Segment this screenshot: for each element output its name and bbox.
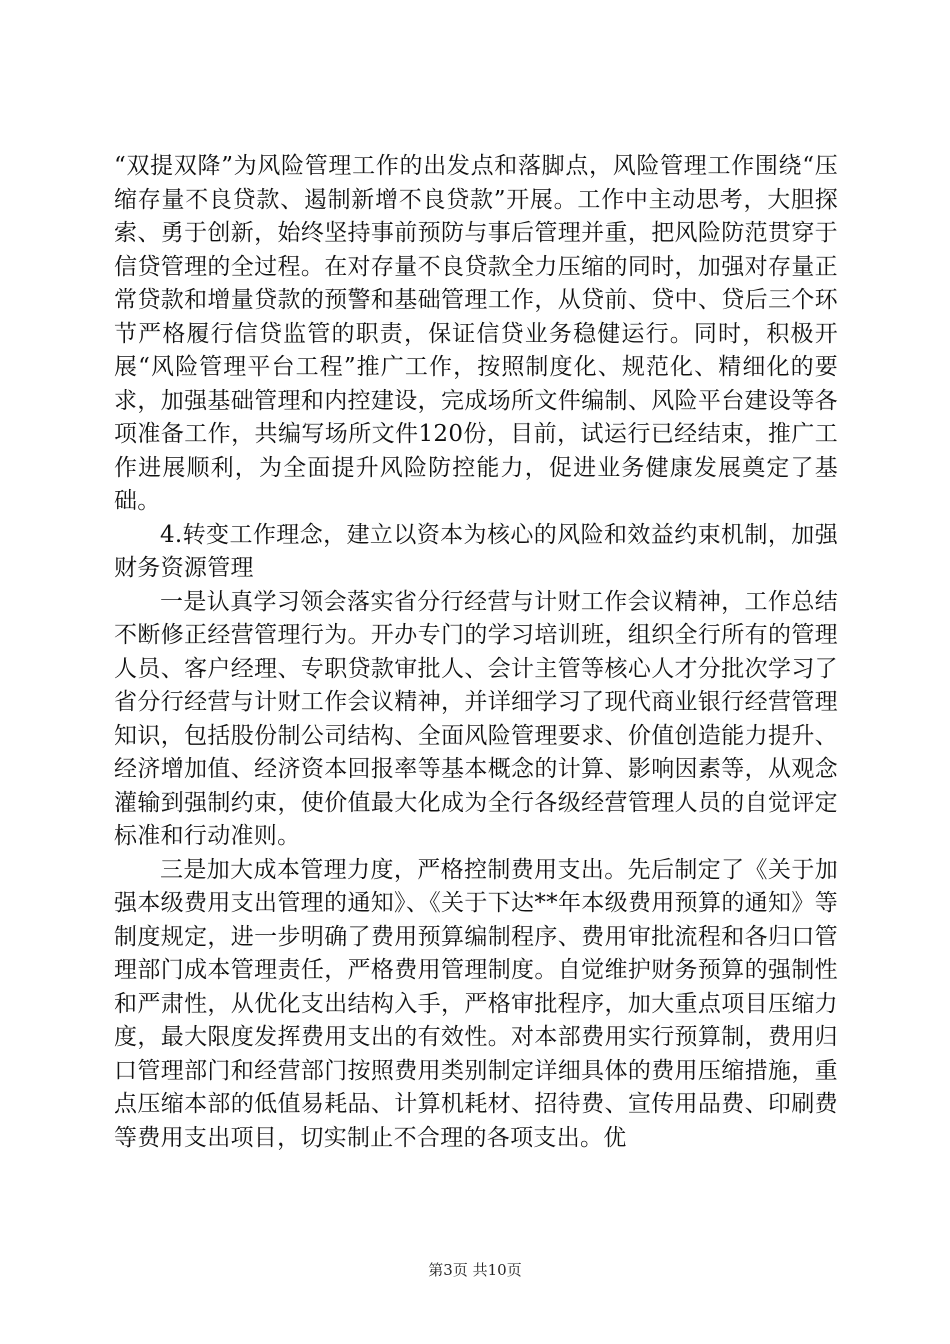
page-number-footer: 第3页 共10页	[428, 1261, 522, 1279]
paragraph-study-meeting: 一是认真学习领会落实省分行经营与计财工作会议精神，工作总结不断修正经营管理行为。开办专门的学习培训班，组织全行所有的管理人员、客户经理、专职贷款审批人、会计主管等核心人才分批次学习了省分行经营与计财工作会议精神，并详细学习了现代商业银行经营管理知识，包括股份制公司结构、全面风险管理要求、价值创造能力提升、经济增加值、经济资本回报率等基本概念的计算、影响因素等，从观念灌输到强制约束，使价值最大化成为全行各级经营管理人员的自觉评定标准和行动准则。	[114, 588, 838, 849]
paragraph-risk-management: “双提双降”为风险管理工作的出发点和落脚点，风险管理工作围绕“压缩存量不良贷款、遏制新增不良贷款”开展。工作中主动思考，大胆探索、勇于创新，始终坚持事前预防与事后管理并重，把风险防范贯穿于信贷管理的全过程。在对存量不良贷款全力压缩的同时，加强对存量正常贷款和增量贷款的预警和基础管理工作，从贷前、贷中、贷后三个环节严格履行信贷监管的职责，保证信贷业务稳健运行。同时，积极开展“风险管理平台工程”推广工作，按照制度化、规范化、精细化的要求，加强基础管理和内控建设，完成场所文件编制、风险平台建设等各项准备工作，共编写场所文件120份，目前，试运行已经结束，推广工作进展顺利，为全面提升风险防控能力，促进业务健康发展奠定了基础。	[114, 153, 838, 514]
document-body	[114, 150, 838, 1155]
paragraph-cost-management: 三是加大成本管理力度，严格控制费用支出。先后制定了《关于加强本级费用支出管理的通知》、《关于下达**年本级费用预算的通知》等制度规定，进一步明确了费用预算编制程序、费用审批流程和各归口管理部门成本管理责任，严格费用管理制度。自觉维护财务预算的强制性和严肃性，从优化支出结构入手，严格审批程序，加大重点项目压缩力度，最大限度发挥费用支出的有效性。对本部费用实行预算制，费用归口管理部门和经营部门按照费用类别制定详细具体的费用压缩措施，重点压缩本部的低值易耗品、计算机耗材、招待费、宣传用品费、印刷费等费用支出项目，切实制止不合理的各项支出。优	[114, 856, 838, 1151]
paragraph-heading-4: 4.转变工作理念，建立以资本为核心的风险和效益约束机制，加强财务资源管理	[114, 521, 838, 581]
